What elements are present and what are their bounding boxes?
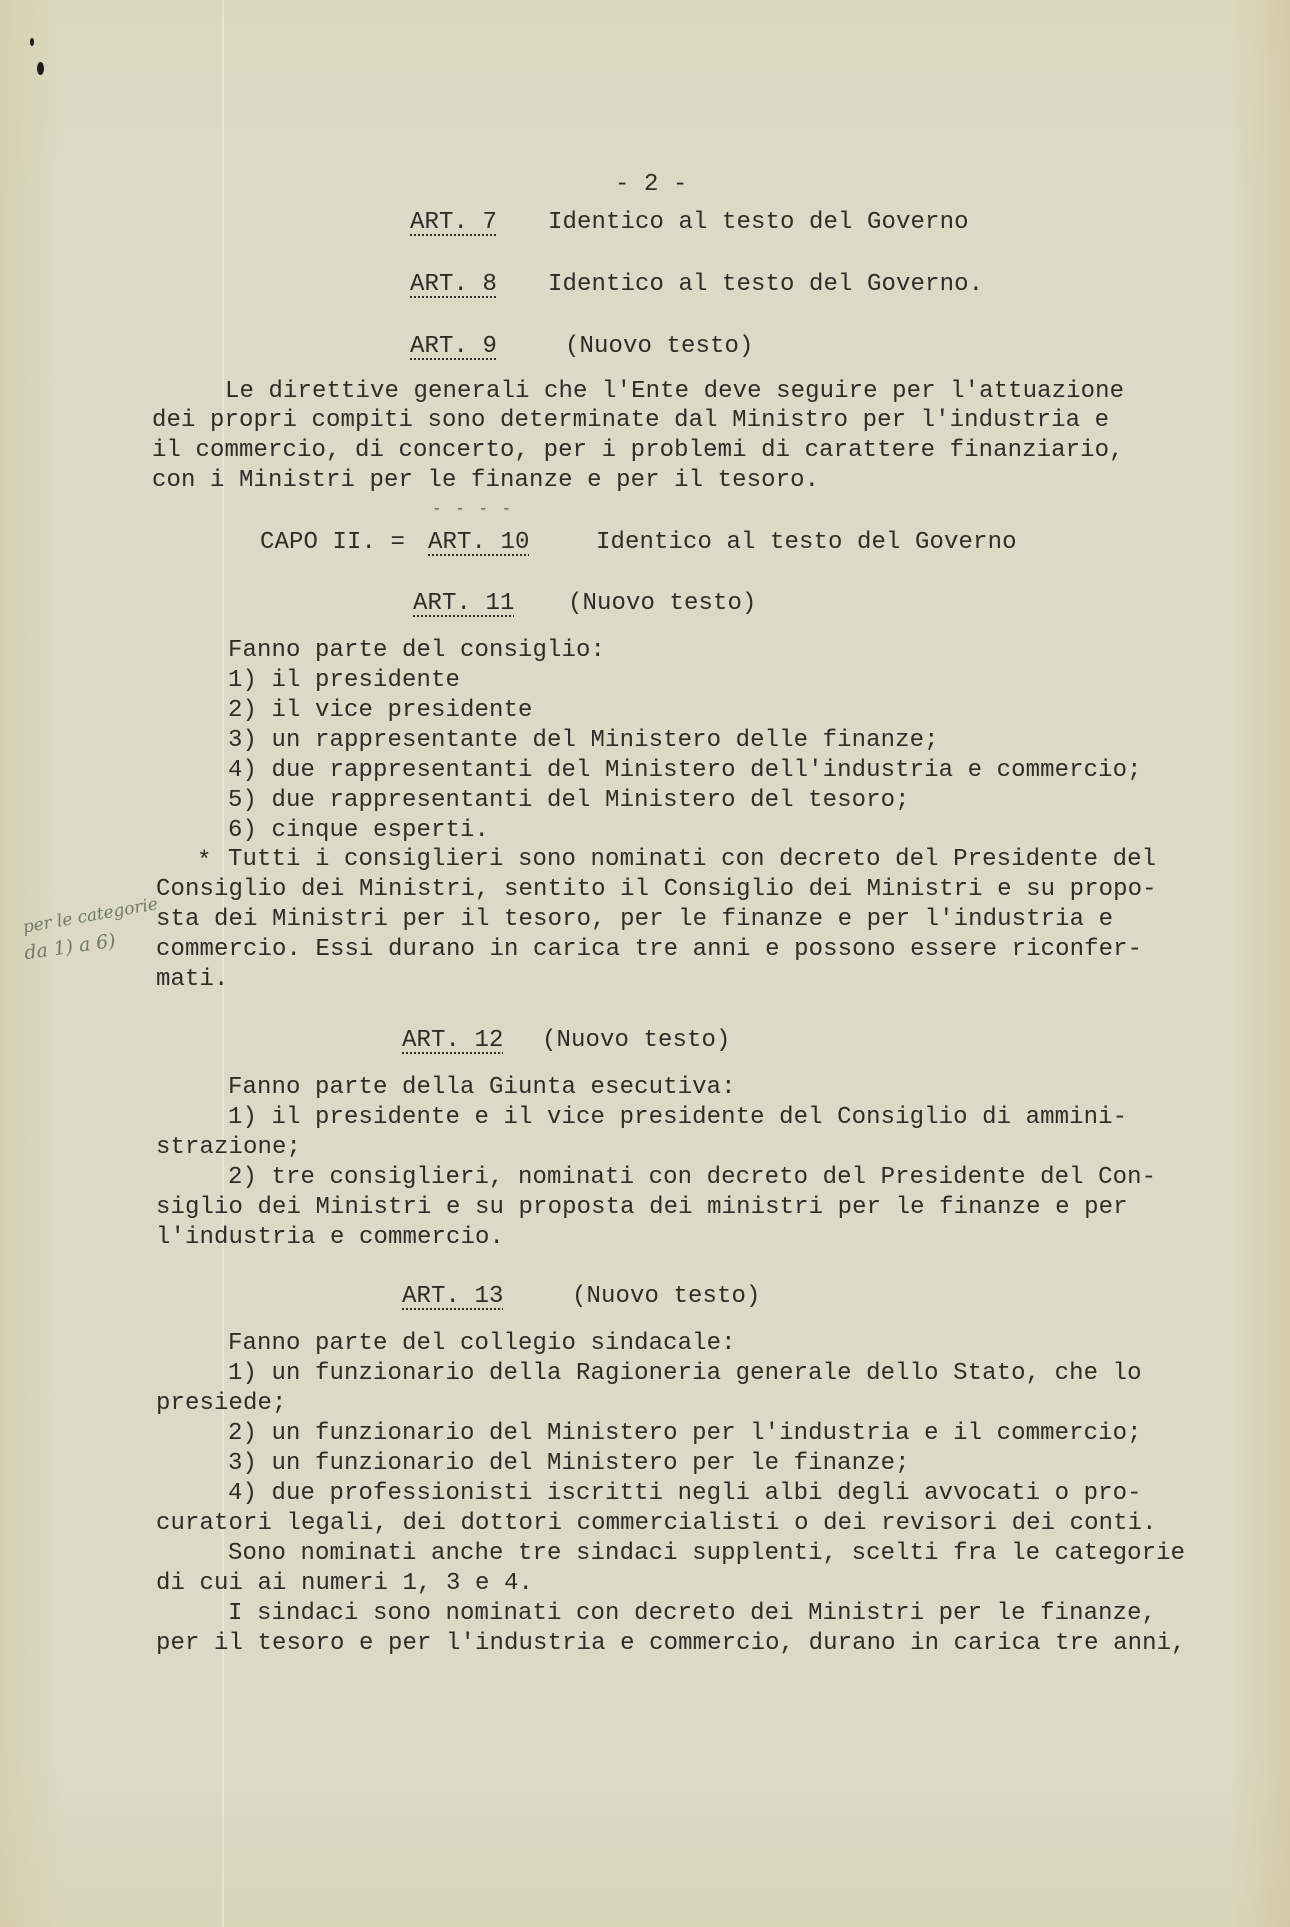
article-12-note: (Nuovo testo)	[542, 1027, 731, 1054]
article-11-item: 1) il presidente	[228, 667, 461, 694]
ink-speck	[30, 38, 34, 46]
ink-blot	[37, 62, 44, 75]
chapter-prefix: CAPO II. =	[260, 529, 420, 556]
article-12-line: l'industria e commercio.	[156, 1224, 505, 1251]
article-11-body-line: Tutti i consiglieri sono nominati con decreto del Presidente del	[228, 846, 1157, 873]
article-13-line: 2) un funzionario del Ministero per l'industria e il commercio;	[228, 1420, 1142, 1447]
article-13-line: I sindaci sono nominati con decreto dei Ministri per le finanze,	[228, 1600, 1157, 1627]
article-8-label: ART. 8	[410, 271, 498, 298]
article-13-line: per il tesoro e per l'industria e commercio, durano in carica tre anni,	[156, 1630, 1186, 1657]
article-9-body-line: dei propri compiti sono determinate dal Ministro per l'industria e	[152, 407, 1110, 434]
article-7-text: Identico al testo del Governo	[548, 209, 969, 236]
article-12-line: Fanno parte della Giunta esecutiva:	[228, 1074, 736, 1101]
article-13-line: di cui ai numeri 1, 3 e 4.	[156, 1570, 534, 1597]
article-11-body-line: mati.	[156, 966, 229, 993]
article-9-label: ART. 9	[410, 333, 498, 360]
article-11-item: 4) due rappresentanti del Ministero dell'industria e commercio;	[228, 757, 1142, 784]
section-separator: - - - -	[432, 500, 514, 518]
article-11-body-line: commercio. Essi durano in carica tre anni e possono essere riconfer-	[156, 936, 1143, 963]
article-9-note: (Nuovo testo)	[565, 333, 754, 360]
article-11-intro: Fanno parte del consiglio:	[228, 637, 606, 664]
article-8-text: Identico al testo del Governo.	[548, 271, 984, 298]
article-10-label: ART. 10	[428, 529, 530, 556]
article-11-body-line: sta dei Ministri per il tesoro, per le finanze e per l'industria e	[156, 906, 1114, 933]
article-10-text: Identico al testo del Governo	[596, 529, 1017, 556]
article-7-label: ART. 7	[410, 209, 498, 236]
article-12-line: 1) il presidente e il vice presidente del Consiglio di ammini-	[228, 1104, 1128, 1131]
article-13-line: 4) due professionisti iscritti negli albi degli avvocati o pro-	[228, 1480, 1142, 1507]
article-12-label: ART. 12	[402, 1027, 504, 1054]
article-13-line: presiede;	[156, 1390, 287, 1417]
article-11-body-line: Consiglio dei Ministri, sentito il Consiglio dei Ministri e su propo-	[156, 876, 1157, 903]
asterisk-mark: *	[197, 848, 212, 875]
article-11-note: (Nuovo testo)	[568, 590, 757, 617]
article-11-item: 3) un rappresentante del Ministero delle finanze;	[228, 727, 939, 754]
article-12-line: siglio dei Ministri e su proposta dei ministri per le finanze e per	[156, 1194, 1128, 1221]
article-9-body-line: Le direttive generali che l'Ente deve seguire per l'attuazione	[225, 378, 1125, 405]
article-13-line: curatori legali, dei dottori commercialisti o dei revisori dei conti.	[156, 1510, 1157, 1537]
page-number: - 2 -	[615, 171, 688, 198]
handwritten-note-line: per le categorie	[21, 894, 160, 938]
article-12-line: 2) tre consiglieri, nominati con decreto del Presidente del Con-	[228, 1164, 1157, 1191]
article-12-line: strazione;	[156, 1134, 302, 1161]
article-11-item: 6) cinque esperti.	[228, 817, 490, 844]
article-9-body-line: con i Ministri per le finanze e per il tesoro.	[152, 467, 820, 494]
article-11-item: 5) due rappresentanti del Ministero del tesoro;	[228, 787, 910, 814]
handwritten-note-line: da 1) a 6)	[22, 929, 118, 965]
article-13-label: ART. 13	[402, 1283, 504, 1310]
article-13-line: 3) un funzionario del Ministero per le finanze;	[228, 1450, 910, 1477]
article-13-note: (Nuovo testo)	[572, 1283, 761, 1310]
article-13-line: Fanno parte del collegio sindacale:	[228, 1330, 736, 1357]
article-11-item: 2) il vice presidente	[228, 697, 533, 724]
article-11-label: ART. 11	[413, 590, 515, 617]
article-13-line: Sono nominati anche tre sindaci supplenti, scelti fra le categorie	[228, 1540, 1186, 1567]
article-9-body-line: il commercio, di concerto, per i problemi di carattere finanziario,	[152, 437, 1124, 464]
article-13-line: 1) un funzionario della Ragioneria generale dello Stato, che lo	[228, 1360, 1142, 1387]
